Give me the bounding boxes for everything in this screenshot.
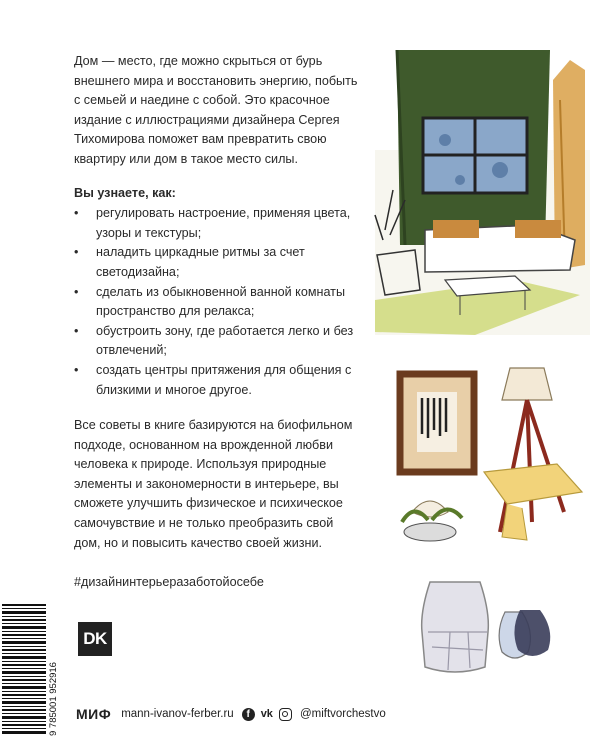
list-item: • создать центры притяжения для общения с близкими и многое другое. bbox=[74, 361, 358, 400]
publisher-footer bbox=[76, 705, 386, 723]
list-item: • регулировать настроение, применяя цвета, узоры и текстуры; bbox=[74, 204, 358, 243]
dk-logo: DK bbox=[78, 622, 112, 656]
room-illustration bbox=[365, 40, 590, 335]
list-item: • обустроить зону, где работается легко и без отвлечений; bbox=[74, 322, 358, 361]
vk-icon[interactable]: vk bbox=[260, 708, 273, 720]
facebook-icon[interactable]: f bbox=[242, 708, 255, 721]
list-item: • наладить циркадные ритмы за счет светодизайна; bbox=[74, 243, 358, 282]
publisher-logo: МИФ bbox=[76, 706, 112, 722]
learn-heading: Вы узнаете, как: bbox=[74, 185, 176, 200]
website-link[interactable]: mann-ivanov-ferber.ru bbox=[121, 708, 234, 720]
description-column bbox=[74, 52, 358, 593]
barcode bbox=[0, 600, 60, 740]
vases-illustration bbox=[410, 572, 560, 682]
instagram-icon[interactable] bbox=[279, 708, 292, 721]
hashtag: #дизайнинтерьеразаботойосебе bbox=[74, 575, 264, 590]
advice-paragraph: Все советы в книге базируются на биофильном подходе, основанном на врожденной любви человека к природе. Используя природные элементы и закономерности в интерьере, вы сможете улучшить физическое и психическое самочувствие и не только преобразить свой дом, но и повысить качество своей жизни. bbox=[74, 418, 353, 550]
list-item: • сделать из обыкновенной ванной комнаты пространство для релакса; bbox=[74, 283, 358, 322]
social-handle[interactable]: @miftvorchestvo bbox=[299, 708, 386, 720]
intro-paragraph: Дом — место, где можно скрыться от бурь внешнего мира и восстановить энергию, побыть с семьей и наедине с собой. Это красочное издание с иллюстрациями дизайнера Сергея Тихомирова поможет вам превратить свою квартиру или дом в такое место силы. bbox=[74, 54, 358, 166]
benefits-list bbox=[74, 204, 358, 400]
barcode-number: 9 785001 952916 bbox=[48, 662, 59, 736]
furniture-illustration bbox=[392, 362, 592, 552]
